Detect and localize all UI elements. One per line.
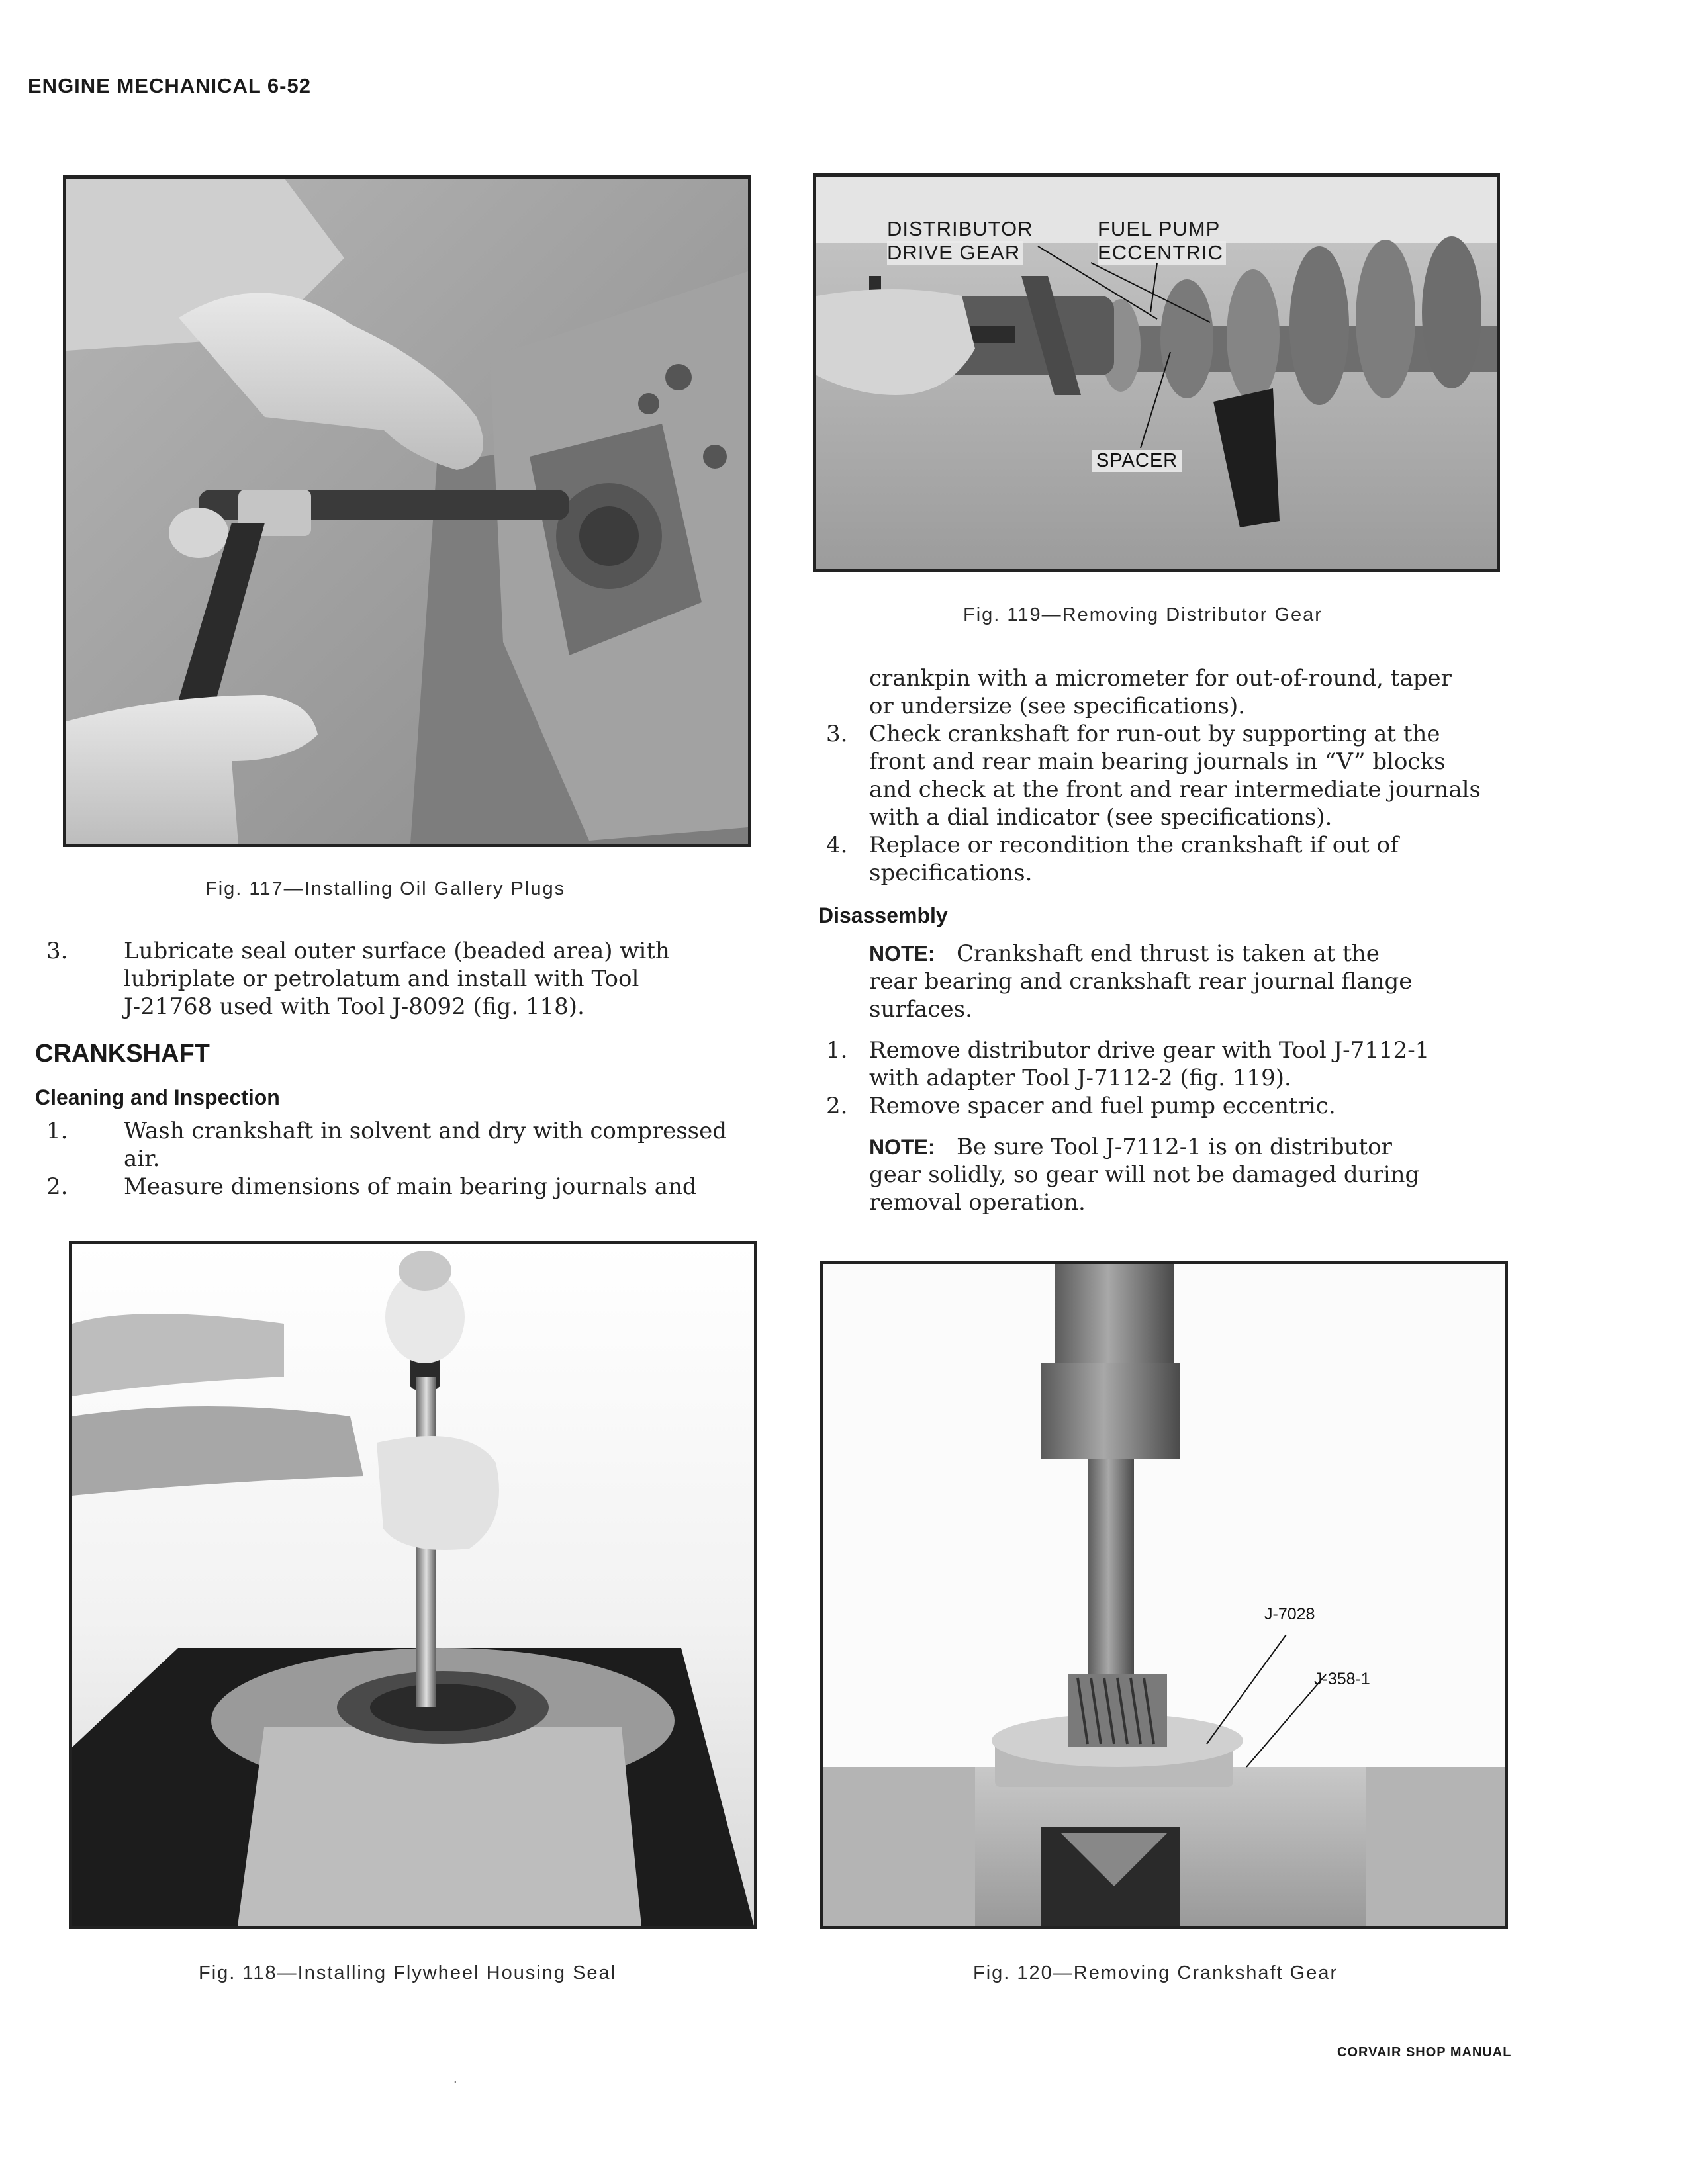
figure-117-caption: Fig. 117—Installing Oil Gallery Plugs [205, 878, 566, 899]
disassembly-title: Disassembly [818, 903, 948, 927]
flywheel-housing-seal-image [72, 1244, 754, 1926]
right-disassembly-step2 [869, 1092, 1505, 1120]
text-line: Be sure Tool J-7112-1 is on distributor [956, 1134, 1392, 1160]
text-line: Replace or recondition the crankshaft if out of [869, 832, 1399, 858]
stray-mark: . [453, 2071, 457, 2086]
text-line: Remove spacer and fuel pump eccentric. [869, 1093, 1336, 1119]
figure-118-photo [69, 1241, 757, 1929]
left-step1-text [124, 1117, 753, 1173]
note-1 [869, 940, 1505, 1023]
note-label: NOTE: [869, 1135, 935, 1159]
text-line: and check at the front and rear intermediate journals [869, 776, 1481, 803]
text-line: gear solidly, so gear will not be damaged during [869, 1161, 1420, 1188]
text-line: air. [124, 1146, 160, 1172]
right-step3-text [869, 720, 1505, 831]
step-number: 1. [46, 1118, 68, 1144]
subsection-title: Cleaning and Inspection [35, 1085, 280, 1109]
text-line: with adapter Tool J-7112-2 (fig. 119). [869, 1065, 1291, 1091]
figure-120-photo [820, 1261, 1508, 1929]
left-step3-text [124, 937, 753, 1021]
figure-117-photo [63, 175, 751, 847]
callout-distributor-line2: DRIVE GEAR [887, 241, 1023, 265]
text-line: Wash crankshaft in solvent and dry with compressed [124, 1118, 727, 1144]
callout-distributor-line1: DISTRIBUTOR [887, 217, 1033, 240]
text-line: Check crankshaft for run-out by supporting at the [869, 721, 1440, 747]
step-number: 1. [826, 1037, 848, 1064]
figure-118-caption: Fig. 118—Installing Flywheel Housing Seal [199, 1962, 617, 1983]
callout-spacer: SPACER [1092, 450, 1182, 472]
continued-text [869, 664, 1505, 720]
text-line: or undersize (see specifications). [869, 693, 1246, 719]
note-2 [869, 1133, 1505, 1216]
section-title: CRANKSHAFT [35, 1040, 210, 1068]
text-line: with a dial indicator (see specifications). [869, 804, 1333, 831]
step-number: 3. [46, 938, 68, 964]
right-step4-text [869, 831, 1505, 887]
callout-fuel-line1: FUEL PUMP [1098, 217, 1221, 240]
callout-j-7028: J-7028 [1264, 1605, 1315, 1623]
text-line: crankpin with a micrometer for out-of-round, taper [869, 665, 1452, 692]
left-step2-text [124, 1173, 753, 1201]
note-label: NOTE: [869, 942, 935, 966]
text-line: Measure dimensions of main bearing journals and [124, 1173, 697, 1200]
text-line: J-21768 used with Tool J-8092 (fig. 118). [124, 993, 585, 1020]
step-number: 3. [826, 721, 848, 747]
text-line: specifications. [869, 860, 1033, 886]
page-footer: CORVAIR SHOP MANUAL [1337, 2045, 1512, 2060]
callout-j-358-1: J-358-1 [1314, 1670, 1370, 1688]
right-disassembly-step1 [869, 1036, 1505, 1092]
text-line: surfaces. [869, 996, 972, 1023]
text-line: rear bearing and crankshaft rear journal flange [869, 968, 1413, 995]
figure-119-caption: Fig. 119—Removing Distributor Gear [963, 604, 1323, 625]
page-header: ENGINE MECHANICAL 6-52 [28, 74, 311, 97]
callout-fuel-line2: ECCENTRIC [1098, 241, 1226, 265]
text-line: Remove distributor drive gear with Tool J-7112-1 [869, 1037, 1430, 1064]
text-line: removal operation. [869, 1189, 1086, 1216]
text-line: Crankshaft end thrust is taken at the [956, 940, 1380, 967]
step-number: 2. [826, 1093, 848, 1119]
text-line: front and rear main bearing journals in “V” blocks [869, 749, 1446, 775]
text-line: lubriplate or petrolatum and install with Tool [124, 966, 639, 992]
figure-120-caption: Fig. 120—Removing Crankshaft Gear [973, 1962, 1338, 1983]
text-line: Lubricate seal outer surface (beaded area) with [124, 938, 670, 964]
figure-119-leader-lines [813, 173, 1493, 566]
step-number: 4. [826, 832, 848, 858]
oil-gallery-plug-install-image [66, 179, 748, 844]
crankshaft-gear-removal-image [823, 1264, 1505, 1926]
step-number: 2. [46, 1173, 68, 1200]
